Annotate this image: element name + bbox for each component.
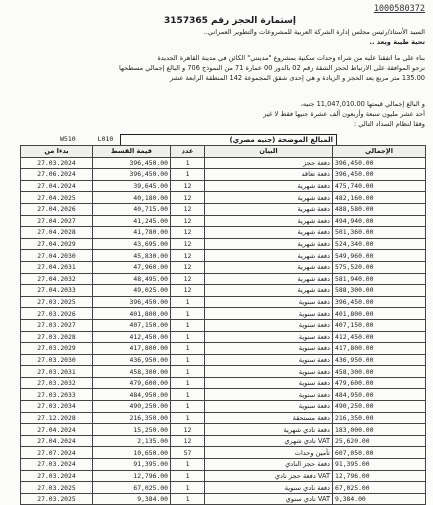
cell-description: دفعة شهرية	[205, 273, 333, 285]
cell-count: 1	[171, 319, 205, 331]
table-row	[21, 412, 426, 424]
cell-total: 12,796.00	[333, 470, 426, 482]
cell-total: 490,250.00	[333, 401, 426, 413]
cell-from: 27.04.2033	[21, 285, 93, 297]
cell-count: 12	[171, 435, 205, 447]
cell-description: دفعة نادي سنوية	[205, 482, 333, 494]
cell-installment: 396,450.00	[93, 157, 171, 169]
unit-line: نرجو الموافقة على الارتباط لحجز الشقة رقم 02 بالدور 00 عمارة 71 من النموذج 706 و البالغ إجمالي مسطحها	[119, 64, 425, 72]
cell-count: 12	[171, 285, 205, 297]
table-row	[21, 482, 426, 494]
cell-description: دفعة شهرية	[205, 180, 333, 192]
cell-installment: 48,495.00	[93, 273, 171, 285]
col-header-count: عدد	[171, 146, 205, 158]
cell-total: 436,950.00	[333, 354, 426, 366]
cell-total: 494,940.00	[333, 215, 426, 227]
cell-count: 1	[171, 343, 205, 355]
cell-installment: 49,025.00	[93, 285, 171, 297]
cell-description: دفعة سنوية	[205, 296, 333, 308]
cell-description: تأمين وحدات	[205, 447, 333, 459]
cell-total: 9,384.00	[333, 493, 426, 505]
cell-installment: 436,950.00	[93, 354, 171, 366]
cell-count: 12	[171, 215, 205, 227]
cell-installment: 12,796.00	[93, 470, 171, 482]
cell-installment: 484,950.00	[93, 389, 171, 401]
cell-installment: 407,150.00	[93, 319, 171, 331]
cell-total: 417,800.00	[333, 343, 426, 355]
cell-description: دفعة شهرية	[205, 227, 333, 239]
cell-total: 479,600.00	[333, 377, 426, 389]
cell-description: دفعة سنوية	[205, 354, 333, 366]
cell-installment: 10,650.00	[93, 447, 171, 459]
cell-total: 484,950.00	[333, 389, 426, 401]
cell-from: 27.04.2032	[21, 273, 93, 285]
cell-installment: 396,450.00	[93, 296, 171, 308]
cell-description: دفعة سنوية	[205, 343, 333, 355]
cell-from: 27.04.2029	[21, 238, 93, 250]
cell-installment: 40,715.00	[93, 203, 171, 215]
cell-description: دفعة شهرية	[205, 261, 333, 273]
cell-total: 183,000.00	[333, 424, 426, 436]
page-title: إستمارة الحجز رقم 3157365	[164, 16, 296, 26]
cell-count: 1	[171, 354, 205, 366]
table-header-row	[21, 146, 426, 158]
cell-count: 12	[171, 227, 205, 239]
cell-total: 524,340.00	[333, 238, 426, 250]
cell-total: 396,450.00	[333, 157, 426, 169]
cell-description: دفعة شهرية	[205, 250, 333, 262]
table-row	[21, 366, 426, 378]
table-row	[21, 435, 426, 447]
cell-installment: 401,800.00	[93, 308, 171, 320]
cell-installment: 490,250.00	[93, 401, 171, 413]
cell-from: 27.04.2024	[21, 424, 93, 436]
cell-installment: 216,350.00	[93, 412, 171, 424]
cell-description: دفعة نادي شهرية	[205, 424, 333, 436]
cell-from: 27.03.2025	[21, 296, 93, 308]
cell-installment: 91,395.00	[93, 459, 171, 471]
cell-from: 27.03.2034	[21, 401, 93, 413]
table-row	[21, 459, 426, 471]
cell-count: 12	[171, 273, 205, 285]
cell-total: 501,360.00	[333, 227, 426, 239]
cell-total: 412,450.00	[333, 331, 426, 343]
cell-count: 12	[171, 424, 205, 436]
cell-count: 1	[171, 470, 205, 482]
cell-description: VAT دفعة حجز نادي	[205, 470, 333, 482]
table-row	[21, 493, 426, 505]
cell-installment: 458,300.00	[93, 366, 171, 378]
cell-count: 1	[171, 296, 205, 308]
cell-installment: 47,960.00	[93, 261, 171, 273]
table-row	[21, 331, 426, 343]
cell-description: دفعة سنوية	[205, 401, 333, 413]
cell-count: 12	[171, 180, 205, 192]
payment-schedule-table	[20, 145, 426, 505]
cell-from: 27.03.2024	[21, 459, 93, 471]
table-row	[21, 261, 426, 273]
cell-total: 581,940.00	[333, 273, 426, 285]
cell-count: 1	[171, 331, 205, 343]
addressee-line: السيد الأستاذ/رئيس مجلس إدارة الشركة العربية للمشروعات والتطوير العمراني..	[203, 28, 425, 36]
cell-from: 27.04.2024	[21, 180, 93, 192]
table-row	[21, 273, 426, 285]
cell-from: 27.06.2024	[21, 169, 93, 181]
cell-from: 27.04.2030	[21, 250, 93, 262]
reference-number: 1000580372	[373, 4, 425, 14]
cell-from: 27.03.2024	[21, 470, 93, 482]
cell-from: 27.07.2024	[21, 447, 93, 459]
cell-count: 57	[171, 447, 205, 459]
cell-description: دفعة سنوية	[205, 319, 333, 331]
cell-description: دفعة شهرية	[205, 215, 333, 227]
table-row	[21, 354, 426, 366]
cell-description: VAT نادي شهري	[205, 435, 333, 447]
unit-code-1: W510	[60, 135, 76, 143]
table-row	[21, 401, 426, 413]
cell-from: 27.03.2032	[21, 377, 93, 389]
cell-total: 488,580.00	[333, 203, 426, 215]
table-row	[21, 389, 426, 401]
table-row	[21, 447, 426, 459]
table-row	[21, 215, 426, 227]
cell-description: دفعة حجز النادي	[205, 459, 333, 471]
cell-from: 27.04.2027	[21, 215, 93, 227]
cell-installment: 479,600.00	[93, 377, 171, 389]
cell-count: 1	[171, 377, 205, 389]
cell-count: 1	[171, 389, 205, 401]
cell-description: دفعة سنوية	[205, 389, 333, 401]
cell-total: 216,350.00	[333, 412, 426, 424]
cell-total: 607,050.00	[333, 447, 426, 459]
cell-from: 27.03.2026	[21, 308, 93, 320]
cell-description: دفعة شهرية	[205, 238, 333, 250]
payment-plan-line: وفقا لنظام السداد التالي :	[353, 120, 425, 128]
unit-code-2: L010	[97, 135, 114, 143]
table-row	[21, 285, 426, 297]
cell-description: دفعة مستحقة	[205, 412, 333, 424]
cell-description: دفعة شهرية	[205, 285, 333, 297]
cell-from: 27.03.2029	[21, 343, 93, 355]
cell-total: 91,395.00	[333, 459, 426, 471]
cell-description: دفعة سنوية	[205, 331, 333, 343]
table-row	[21, 250, 426, 262]
cell-installment: 2,135.00	[93, 435, 171, 447]
cell-total: 25,620.00	[333, 435, 426, 447]
cell-count: 12	[171, 250, 205, 262]
cell-installment: 39,645.00	[93, 180, 171, 192]
col-header-installment: قيمة القسط	[93, 146, 171, 158]
table-row	[21, 296, 426, 308]
cell-description: دفعة شهرية	[205, 203, 333, 215]
cell-count: 12	[171, 192, 205, 204]
cell-total: 482,160.00	[333, 192, 426, 204]
cell-description: دفعة سنوية	[205, 308, 333, 320]
cell-installment: 412,450.00	[93, 331, 171, 343]
cell-count: 1	[171, 308, 205, 320]
cell-installment: 417,800.00	[93, 343, 171, 355]
cell-from: 27.04.2031	[21, 261, 93, 273]
cell-from: 27.03.2033	[21, 389, 93, 401]
cell-count: 12	[171, 261, 205, 273]
cell-total: 396,450.00	[333, 169, 426, 181]
cell-count: 1	[171, 459, 205, 471]
intro-line: بناء على ما اتفقنا عليه من شراء وحدات سكنية بمشروع "مدينتي" الكائن في مدينة القاهرة الجديدة	[157, 54, 425, 62]
cell-installment: 9,384.00	[93, 493, 171, 505]
col-header-total: الإجمالي	[333, 146, 426, 158]
cell-from: 27.03.2025	[21, 482, 93, 494]
cell-total: 401,800.00	[333, 308, 426, 320]
cell-count: 12	[171, 203, 205, 215]
total-words-line: أحد عشر مليون سبعة وأربعون ألف عشرة جنيها فقط لا غير	[263, 110, 425, 118]
cell-installment: 41,780.00	[93, 227, 171, 239]
cell-installment: 67,025.00	[93, 482, 171, 494]
cell-total: 475,740.00	[333, 180, 426, 192]
cell-installment: 45,830.00	[93, 250, 171, 262]
table-row	[21, 343, 426, 355]
cell-description: VAT نادي سنوي	[205, 493, 333, 505]
cell-description: دفعة سنوية	[205, 366, 333, 378]
cell-total: 588,300.00	[333, 285, 426, 297]
cell-installment: 15,250.00	[93, 424, 171, 436]
table-row	[21, 192, 426, 204]
cell-count: 1	[171, 482, 205, 494]
cell-description: دفعة تعاقد	[205, 169, 333, 181]
cell-installment: 396,450.00	[93, 169, 171, 181]
cell-count: 12	[171, 238, 205, 250]
cell-from: 27.03.2031	[21, 366, 93, 378]
table-row	[21, 238, 426, 250]
cell-total: 458,300.00	[333, 366, 426, 378]
cell-count: 1	[171, 157, 205, 169]
table-row	[21, 308, 426, 320]
cell-from: 27.03.2027	[21, 319, 93, 331]
cell-total: 396,450.00	[333, 296, 426, 308]
col-header-description: البيان	[205, 146, 333, 158]
total-value-line: و البالغ إجمالي قيمتها 11,047,010.00 جنيه،	[300, 100, 425, 108]
cell-from: 27.03.2025	[21, 493, 93, 505]
cell-count: 1	[171, 493, 205, 505]
greeting-line: تحية طيبة وبعد ..	[369, 38, 425, 46]
cell-total: 407,150.00	[333, 319, 426, 331]
cell-description: دفعة شهرية	[205, 192, 333, 204]
cell-from: 27.04.2025	[21, 192, 93, 204]
table-row	[21, 169, 426, 181]
cell-count: 1	[171, 412, 205, 424]
cell-description: دفعة سنوية	[205, 377, 333, 389]
cell-total: 67,025.00	[333, 482, 426, 494]
table-row	[21, 180, 426, 192]
cell-from: 27.03.2030	[21, 354, 93, 366]
cell-count: 1	[171, 169, 205, 181]
cell-from: 27.03.2024	[21, 157, 93, 169]
table-row	[21, 227, 426, 239]
table-row	[21, 377, 426, 389]
cell-total: 575,520.00	[333, 261, 426, 273]
table-row	[21, 319, 426, 331]
cell-from: 27.04.2028	[21, 227, 93, 239]
cell-from: 27.04.2026	[21, 203, 93, 215]
area-line: 135.00 متر مربع بعد الحجز و الزيادة و هي إحدى شقق المجموعة 142 المنطقة الرابعة عشر	[169, 74, 425, 82]
cell-installment: 41,245.00	[93, 215, 171, 227]
cell-total: 549,960.00	[333, 250, 426, 262]
cell-installment: 40,180.00	[93, 192, 171, 204]
table-row	[21, 157, 426, 169]
cell-from: 27.03.2028	[21, 331, 93, 343]
cell-from: 27.12.2028	[21, 412, 93, 424]
col-header-from: بدءا من	[21, 146, 93, 158]
cell-installment: 43,695.00	[93, 238, 171, 250]
cell-count: 1	[171, 401, 205, 413]
cell-from: 27.04.2024	[21, 435, 93, 447]
table-row	[21, 424, 426, 436]
amounts-section-title: المبالغ الموضحة (جنيه مصري)	[120, 134, 337, 146]
cell-count: 1	[171, 366, 205, 378]
cell-description: دفعة حجز	[205, 157, 333, 169]
table-row	[21, 203, 426, 215]
